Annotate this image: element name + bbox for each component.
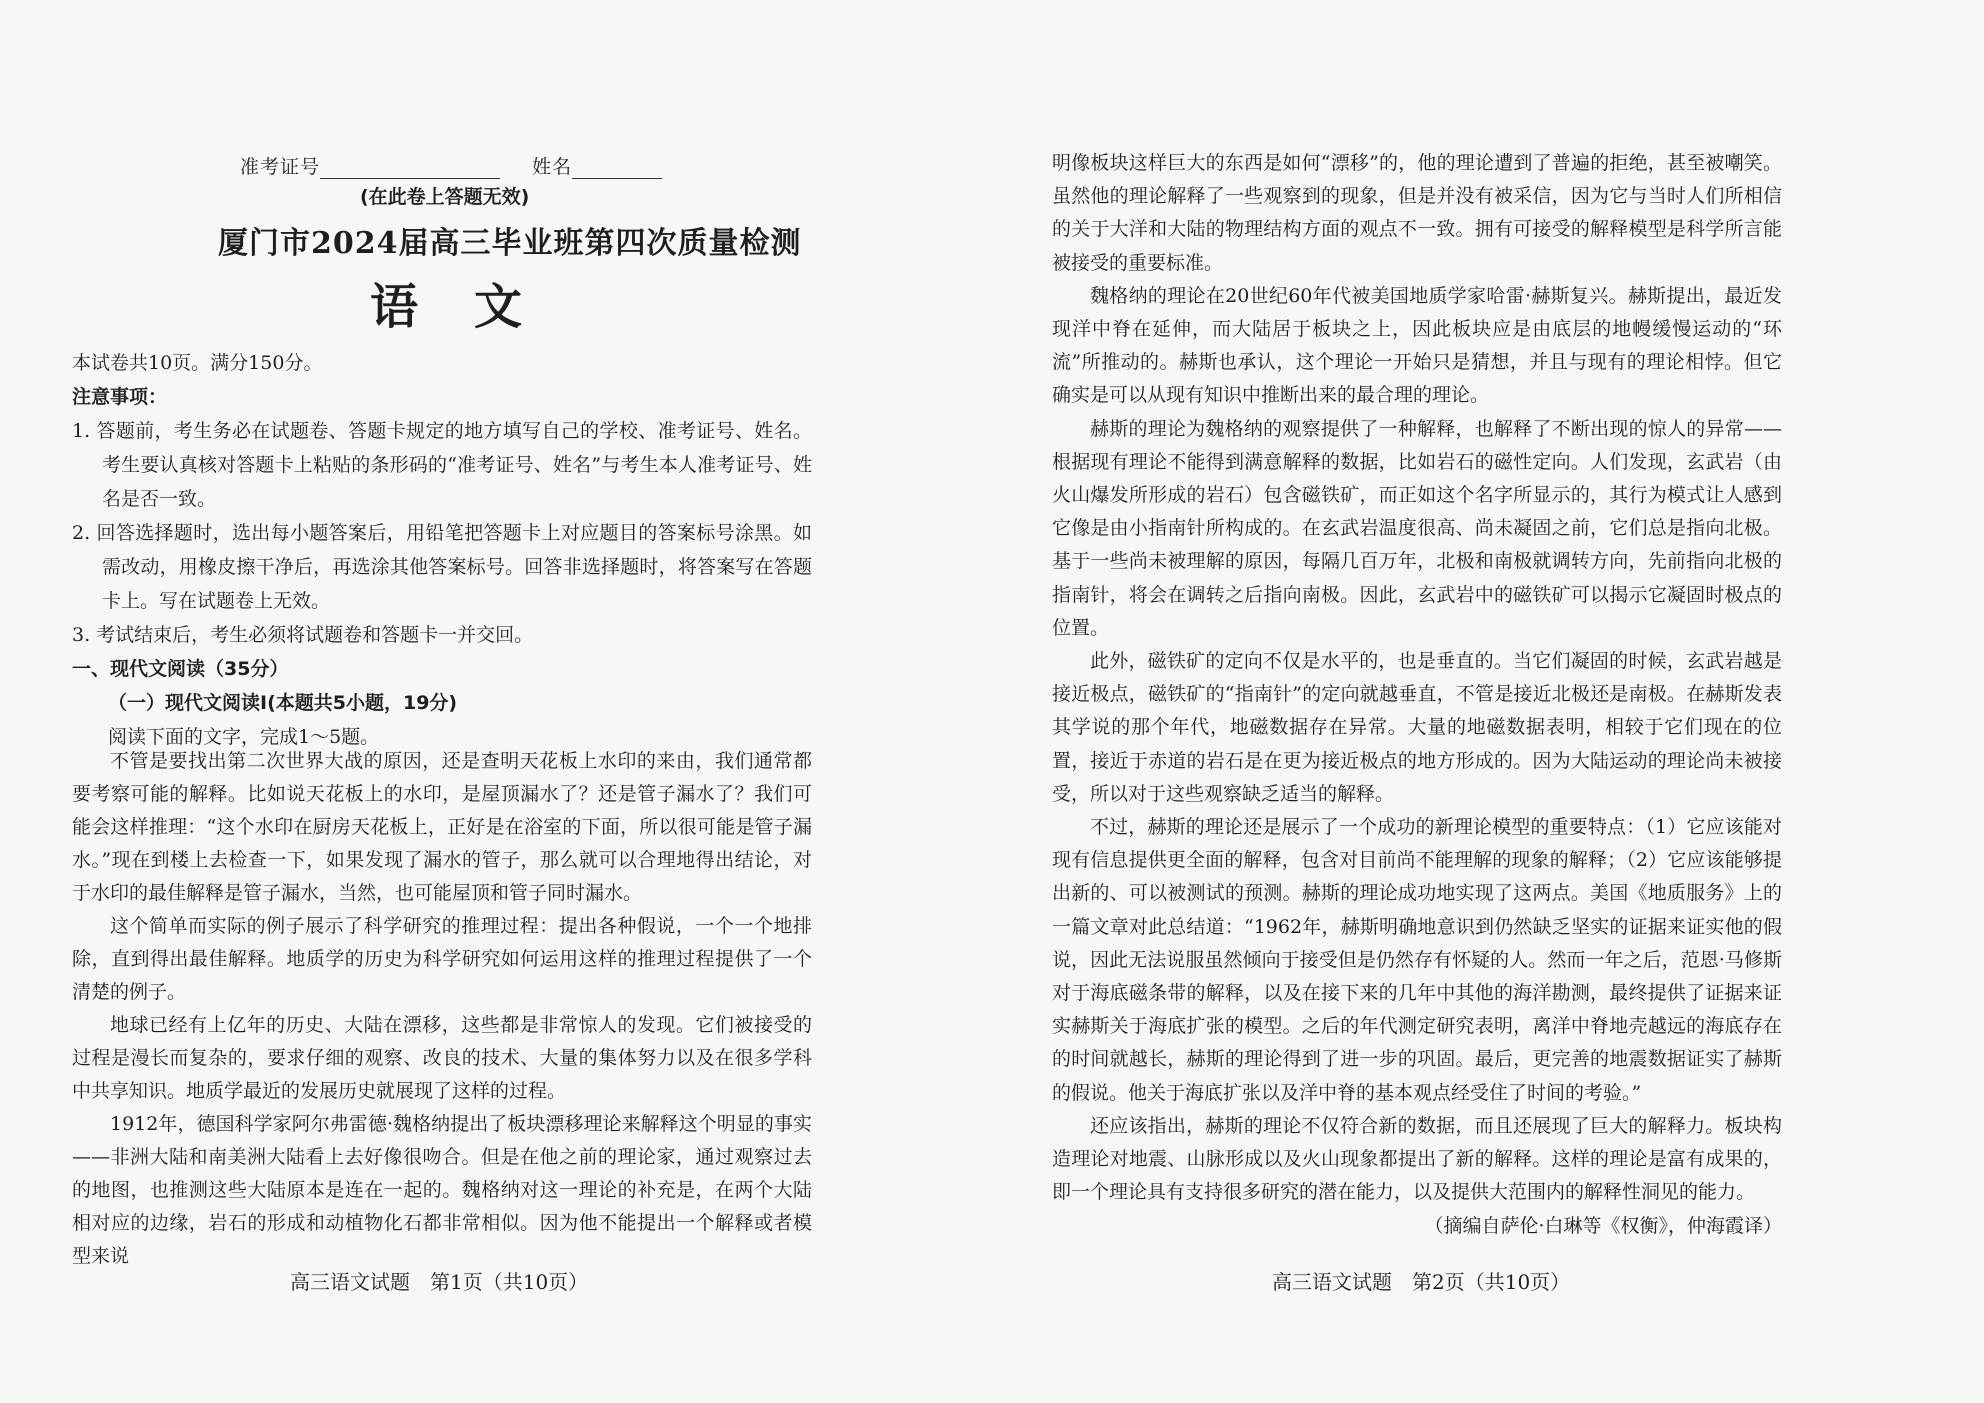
passage-paragraph: 赫斯的理论为魏格纳的观察提供了一种解释，也解释了不断出现的惊人的异常——根据现有理论不能得到满意解释的数据，比如岩石的磁性定向。人们发现，玄武岩（由火山爆发所形成的岩石）包含磁铁矿，而正如这个名字所显示的，其行为模式让人感到它像是由小指南针所构成的。在玄武岩温度很高、尚未凝固之前，它们总是指向北极。基于一些尚未被理解的原因，每隔几百万年，北极和南极就调转方向，先前指向北极的指南针，将会在调转之后指向南极。因此，玄武岩中的磁铁矿可以揭示它凝固时极点的位置。 xyxy=(1052,417,1782,639)
passage-paragraph: 明像板块这样巨大的东西是如何“漂移”的，他的理论遭到了普遍的拒绝，甚至被嘲笑。虽然他的理论解释了一些观察到的现象，但是并没有被采信，因为它与当时人们所相信的关于大洋和大陆的物理结构方面的观点不一致。拥有可接受的解释模型是科学所言能被接受的重要标准。 xyxy=(1052,152,1782,274)
passage-paragraph: 1912年，德国科学家阿尔弗雷德·魏格纳提出了板块漂移理论来解释这个明显的事实——非洲大陆和南美洲大陆看上去好像很吻合。但是在他之前的理论家，通过观察过去的地图，也推测这些大陆原本是连在一起的。魏格纳对这一理论的补充是，在两个大陆相对应的边缘，岩石的形成和动植物化石都非常相似。因为他不能提出一个解释或者模型来说 xyxy=(72,1113,812,1267)
subsection-heading: （一）现代文阅读Ⅰ(本题共5小题，19分) xyxy=(108,692,458,714)
notice-item: 1. 答题前，考生务必在试题卷、答题卡规定的地方填写自己的学校、准考证号、姓名。考生要认真核对答题卡上粘贴的条形码的“准考证号、姓名”与考生本人准考证号、姓名是否一致。 xyxy=(72,420,812,510)
reading-instruction: 阅读下面的文字，完成1～5题。 xyxy=(108,726,380,748)
passage-paragraph: 魏格纳的理论在20世纪60年代被美国地质学家哈雷·赫斯复兴。赫斯提出，最近发现洋中脊在延伸，而大陆居于板块之上，因此板块应是由底层的地幔缓慢运动的“环流”所推动的。赫斯也承认，这个理论一开始只是猜想，并且与现有的理论相悖。但它确实是可以从现有知识中推断出来的最合理的理论。 xyxy=(1052,284,1782,407)
passage-paragraph: 地球已经有上亿年的历史、大陆在漂移，这些都是非常惊人的发现。它们被接受的过程是漫长而复杂的，要求仔细的观察、改良的技术、大量的集体努力以及在很多学科中共享知识。地质学最近的发展历史就展现了这样的过程。 xyxy=(72,1014,812,1102)
section-heading: 一、现代文阅读（35分） xyxy=(72,658,289,680)
subject-title: 语文 xyxy=(370,279,579,335)
passage-paragraph: 这个简单而实际的例子展示了科学研究的推理过程：提出各种假说，一个一个地排除，直到得出最佳解释。地质学的历史为科学研究如何运用这样的推理过程提供了一个清楚的例子。 xyxy=(72,915,812,1003)
exam-instructions xyxy=(72,346,812,754)
page-footer: 高三语文试题 第2页（共10页） xyxy=(1272,1270,1571,1294)
passage-paragraph: 此外，磁铁矿的定向不仅是水平的，也是垂直的。当它们凝固的时候，玄武岩越是接近极点，磁铁矿的“指南针”的定向就越垂直，不管是接近北极还是南极。在赫斯发表其学说的那个年代，地磁数据存在异常。大量的地磁数据表明，相较于它们现在的位置，接近于赤道的岩石是在更为接近极点的地方形成的。因为大陆运动的理论尚未被接受，所以对于这些观察缺乏适当的解释。 xyxy=(1052,650,1782,805)
passage-paragraph: 不管是要找出第二次世界大战的原因，还是查明天花板上水印的来由，我们通常都要考察可能的解释。比如说天花板上的水印，是屋顶漏水了？还是管子漏水了？我们可能会这样推理：“这个水印在厨房天花板上，正好是在浴室的下面，所以很可能是管子漏水。”现在到楼上去检查一下，如果发现了漏水的管子，那么就可以合理地得出结论，对于水印的最佳解释是管子漏水，当然，也可能屋顶和管子同时漏水。 xyxy=(72,750,812,904)
exam-title: 厦门市2024届高三毕业班第四次质量检测 xyxy=(218,226,802,261)
reading-passage-part2 xyxy=(1052,147,1782,1243)
answer-invalid-note: (在此卷上答题无效) xyxy=(360,186,530,208)
exam-header xyxy=(240,152,662,179)
reading-passage-part1 xyxy=(72,745,812,1273)
passage-paragraph: 不过，赫斯的理论还是展示了一个成功的新理论模型的重要特点：（1）它应该能对现有信息提供更全面的解释，包含对目前尚不能理解的现象的解释；（2）它应该能够提出新的、可以被测试的预测。赫斯的理论成功地实现了这两点。美国《地质服务》上的一篇文章对此总结道：“1962年，赫斯明确地意识到仍然缺乏坚实的证据来证实他的假说，因此无法说服虽然倾向于接受但是仍然存有怀疑的人。然而一年之后，范恩·马修斯对于海底磁条带的解释，以及在接下来的几年中其他的海洋勘测，最终提供了证据来证实赫斯关于海底扩张的模型。之后的年代测定研究表明，离洋中脊地壳越远的海底存在的时间就越长，赫斯的理论得到了进一步的巩固。最后，更完善的地震数据证实了赫斯的假说。他关于海底扩张以及洋中脊的基本观点经受住了时间的考验。” xyxy=(1052,816,1782,1104)
page-footer: 高三语文试题 第1页（共10页） xyxy=(290,1270,589,1294)
name-blank xyxy=(572,160,662,179)
notice-item: 2. 回答选择题时，选出每小题答案后，用铅笔把答题卡上对应题目的答案标号涂黑。如需改动，用橡皮擦干净后，再选涂其他答案标号。回答非选择题时，将答案写在答题卡上。写在试题卷上无效。 xyxy=(72,522,812,612)
exam-summary: 本试卷共10页。满分150分。 xyxy=(72,352,323,374)
passage-paragraph: 还应该指出，赫斯的理论不仅符合新的数据，而且还展现了巨大的解释力。板块构造理论对地震、山脉形成以及火山现象都提出了新的解释。这样的理论是富有成果的，即一个理论具有支持很多研究的潜在能力，以及提供大范围内的解释性洞见的能力。 xyxy=(1052,1114,1782,1204)
notice-item: 3. 考试结束后，考生必须将试题卷和答题卡一并交回。 xyxy=(72,624,534,646)
name-label: 姓名 xyxy=(532,156,573,178)
exam-id-label: 准考证号 xyxy=(240,156,321,178)
exam-id-blank xyxy=(320,160,500,179)
notice-heading: 注意事项： xyxy=(72,386,168,408)
passage-source: （摘编自萨伦·白琳等《权衡》，仲海霞译） xyxy=(1424,1214,1782,1237)
